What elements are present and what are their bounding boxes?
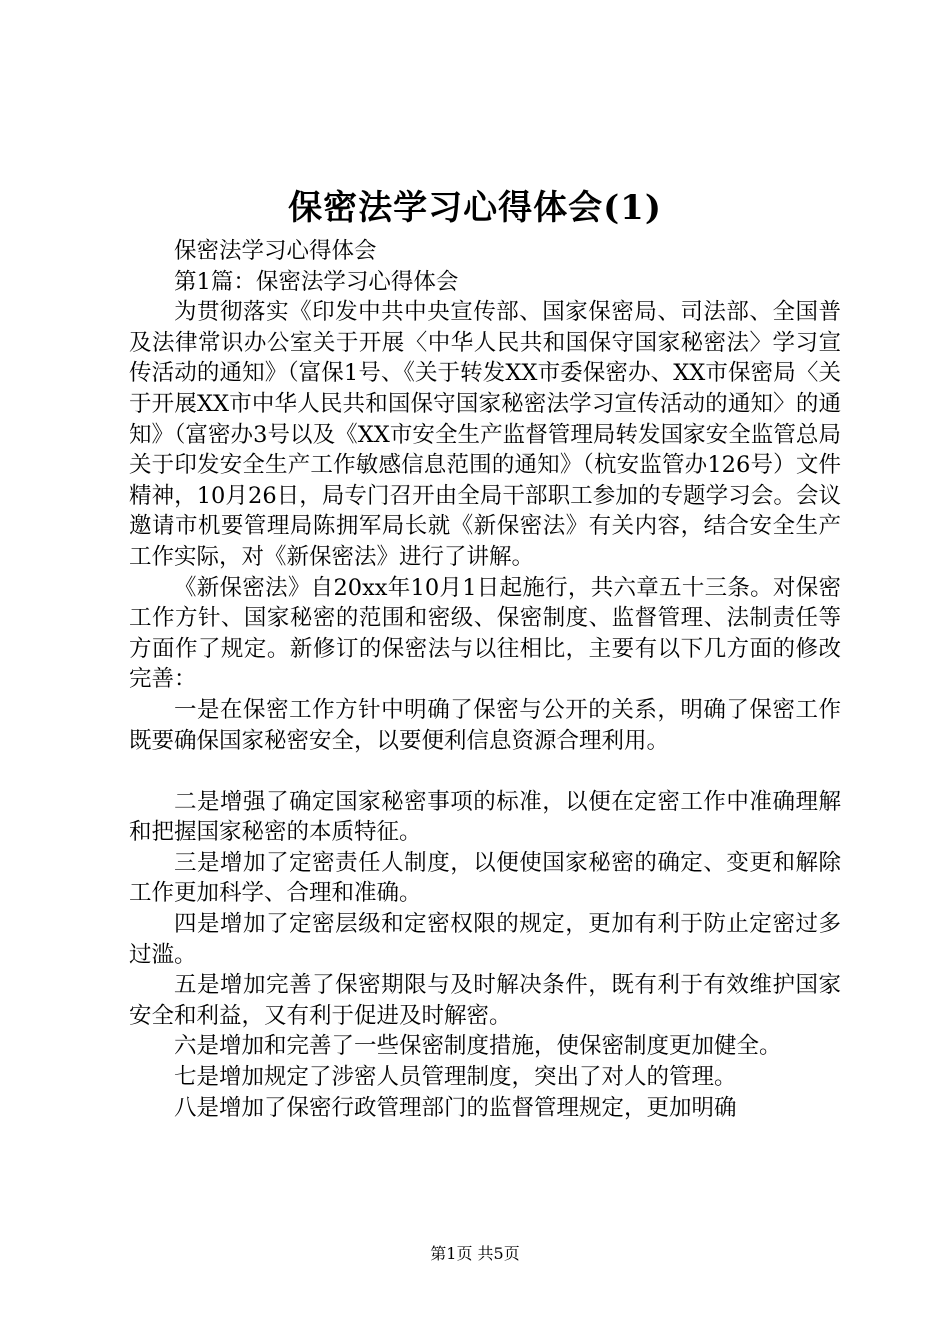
paragraph: 为贯彻落实《印发中共中央宣传部、国家保密局、司法部、全国普及法律常识办公室关于开展〈中华人民共和国保守国家秘密法〉学习宣传活动的通知》（富保1号、《关于转发XX市委保密办、XX市保密局〈关于开展XX市中华人民共和国保守国家秘密法学习宣传活动的通知〉的通知》（富密办3号以及《XX市安全生产监督管理局转发国家安全监管总局关于印发安全生产工作敏感信息范围的通知》（杭安监管办126号）文件精神，10月26日，局专门召开由全局干部职工参加的专题学习会。会议邀请市机要管理局陈拥军局长就《新保密法》有关内容，结合安全生产工作实际，对《新保密法》进行了讲解。	[129, 299, 841, 570]
paragraph: 二是增强了确定国家秘密事项的标准，以便在定密工作中准确理解和把握国家秘密的本质特征。	[129, 788, 841, 846]
paragraph: 三是增加了定密责任人制度，以便使国家秘密的确定、变更和解除工作更加科学、合理和准确。	[129, 849, 841, 907]
document-title: 保密法学习心得体会(1)	[288, 188, 662, 228]
document-body	[129, 236, 841, 1123]
paragraph: 一是在保密工作方针中明确了保密与公开的关系，明确了保密工作既要确保国家秘密安全，以要便利信息资源合理利用。	[129, 696, 841, 754]
blank-line	[129, 756, 841, 787]
paragraph: 七是增加规定了涉密人员管理制度，突出了对人的管理。	[174, 1064, 737, 1091]
paragraph: 保密法学习心得体会	[174, 238, 377, 264]
paragraph: 四是增加了定密层级和定密权限的规定，更加有利于防止定密过多过滥。	[129, 911, 841, 968]
paragraph: 五是增加完善了保密期限与及时解决条件，既有利于有效维护国家安全和利益，又有利于促进及时解密。	[129, 972, 841, 1029]
page-footer: 第1页 共5页	[430, 1244, 520, 1263]
paragraph: 第1篇：保密法学习心得体会	[174, 268, 459, 295]
paragraph: 《新保密法》自20xx年10月1日起施行，共六章五十三条。对保密工作方针、国家秘密的范围和密级、保密制度、监督管理、法制责任等方面作了规定。新修订的保密法与以往相比，主要有以下几方面的修改完善：	[129, 574, 841, 693]
paragraph: 八是增加了保密行政管理部门的监督管理规定，更加明确	[174, 1094, 737, 1121]
paragraph: 六是增加和完善了一些保密制度措施，使保密制度更加健全。	[174, 1033, 782, 1060]
